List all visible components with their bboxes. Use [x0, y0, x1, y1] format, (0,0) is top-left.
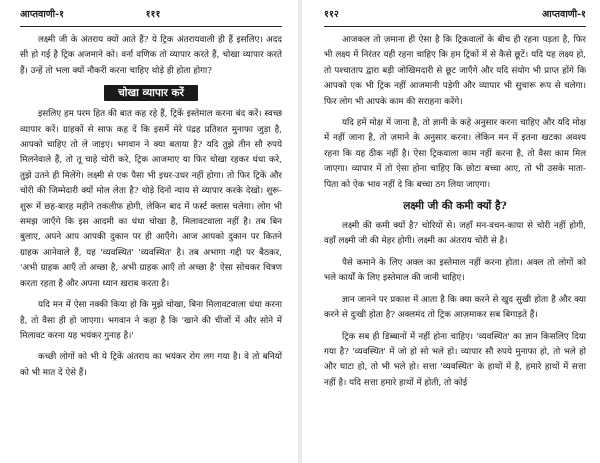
left-page-header	[20, 0, 282, 27]
right-page	[304, 0, 600, 463]
right-page-header	[324, 0, 586, 27]
right-header-title: आप्तवाणी-१	[541, 8, 586, 20]
right-paragraph-3: लक्ष्मी की कमी क्यों है? चोरियों से। जहाँ मन-वचन-काया से चोरी नहीं होगी, वहाँ लक्ष्मी जी की मेहर होगी। लक्ष्मी का अंतराय चोरी से है।	[324, 221, 586, 247]
right-paragraph-1: आजकल तो ज़माना ही ऐसा है कि ट्रिकवालों के बीच ही रहना पड़ता है, फिर भी लक्ष्य में निरंतर यही रहना चाहिए कि हम ट्रिकों में से कैसे छूटें। यदि यह लक्ष्य हो, तो पश्चाताप द्वारा बड़ी जोखिमदारी से छूट जाएँगे और यदि संयोग भी प्राप्त होंगे कि आपको एक भी ट्रिक नहीं आजमानी पड़ेगी और व्यापार भी सुचारू रूप से चलेगा। फिर लोग भी आपके काम की सराहना करेंगे।	[324, 35, 586, 107]
left-paragraph-4: कच्छी लोगों को भी ये ट्रिकें अंतराय का भयंकर रोग लग गया है। वे तो बनियों को भी मात दें ऐसे हैं।	[20, 352, 282, 378]
left-header-title: आप्तवाणी-१	[20, 8, 65, 20]
left-page	[0, 0, 296, 463]
left-paragraph-3: यदि मन में ऐसा नक्की किया हो कि मुझे चोखा, बिना मिलावटवाला धंधा करना है, तो वैसा ही हो जाएगा। भगवान ने कहा है कि 'खाने की चीजों में और सोने में मिलावट करना यह भयंकर गुनाह है।'	[20, 300, 282, 341]
left-section-heading: चोखा व्यापार करें	[104, 85, 198, 101]
right-header-page-number: ११२	[324, 8, 339, 20]
left-paragraph-1: लक्ष्मी जी के अंतराय क्यों आते हैं? ये ट्रिक अंतरायवाली ही हैं इसलिए। अदद सी हो गई है ट्रिक अजमाने को। वर्ना वणिक तो व्यापार करते हैं, चोखा व्यापार करते हैं। उन्हें तो भला क्यों नौकरी करना चाहिए थोड़े ही होता होगा?	[20, 35, 282, 76]
right-paragraph-6: ट्रिक सब ही डिब्बानों में नहीं होना चाहिए। 'व्यवस्थित' का ज्ञान किसलिए दिया गया है? 'व्यवस्थित' में जो हो सो भले हो। व्यापार सौ रुपये मुनाफा हो, तो भले हो और घाटा हो, तो भी भले हो। सत्ता 'व्यवस्थित' के हाथों में है, हमारे हाथों में सत्ता नहीं है। यदि सत्ता हमारे हाथों में होती, तो कोई	[324, 331, 586, 388]
right-paragraph-4: पैसे कमाने के लिए अक्ल का इस्तेमाल नहीं करना होता। अक्ल तो लोगों को भले कार्यों के लिए इस्तेमाल की जानी चाहिए।	[324, 257, 586, 284]
right-paragraph-2: यदि हमें मोक्ष में जाना है, तो ज्ञानी के कहे अनुसार करना चाहिए और यदि मोक्ष में नहीं जाना है, तो ज़माने के अनुसार करना। लेकिन मन में इतना खटका अवश्य रहना कि यह ठीक नहीं है। ऐसा ट्रिकवाला काम नहीं करना है, तो वैसा काम मिल जाएगा। व्यापार में तो ऐसा होना चाहिए कि छोटा बच्चा आए, तो भी उसके माता-पिता को ऐक भाव नहीं दे कि बच्चा ठग लिया जाएगा।	[324, 118, 586, 190]
left-paragraph-2: इसलिए हम परम हित की बात कह रहे हैं, ट्रिकें इस्तेमाल करना बंद करें। स्वच्छ व्यापार करें। ग्राहकों से साफ कह दें कि इसमें मेरे पंद्रह प्रतिशत मुनाफा जुड़ा है, आपको चाहिए तो ले जाइए। भगवान ने क्या बताया है? यदि तुझे तीन सौ रुपये मिलनेवाले हैं, तो तू चाहे चोरी करे, ट्रिक आजमाए या फिर चोखा रहकर धंधा करे, तुझे उतने ही मिलेंगे। लक्ष्मी से एक पैसा भी इधर-उधर नहीं होगा। तो फिर ट्रिकें और चोरी की जिम्मेदारी क्यों मोल लेता है? थोड़े दिनों न्याय से व्यापार करके देखो। शुरू-शुरू में छह-बारह महीने तकलीफ होगी, लेकिन बाद में फर्स्ट क्लास चलेगा। लोग भी समझ जाएँगे कि इस आदमी का धंधा चोखा है, मिलावटवाला नहीं है। तब बिन बुलाए, अपने आप आपकी दुकान पर ही आएँगे। आज आपको दुकान पर कितने ग्राहक आनेवाले हैं, यह 'व्यवस्थित' 'व्यवस्थित' है। तब अभागा गद्दी पर बैठकर, 'अभी ग्राहक आएँ तो अच्छा है, अभी ग्राहक आएँ तो अच्छा है' ऐसा सोचकर चित्रण करता रहता है और अपना ध्यान खराब करता है।	[20, 109, 282, 289]
book-gutter	[298, 0, 302, 463]
right-paragraph-5: ज्ञान जानने पर प्रकाश में आता है कि क्या करने से खुद सुखी होता है और क्या करने से दुःखी होता है? अक्लमंद तो ट्रिक आज़माकर सब बिगाड़ते हैं।	[324, 294, 586, 321]
left-header-page-number: १११	[145, 8, 161, 20]
right-section-heading: लक्ष्मी जी की कमी क्यों है?	[403, 200, 507, 213]
